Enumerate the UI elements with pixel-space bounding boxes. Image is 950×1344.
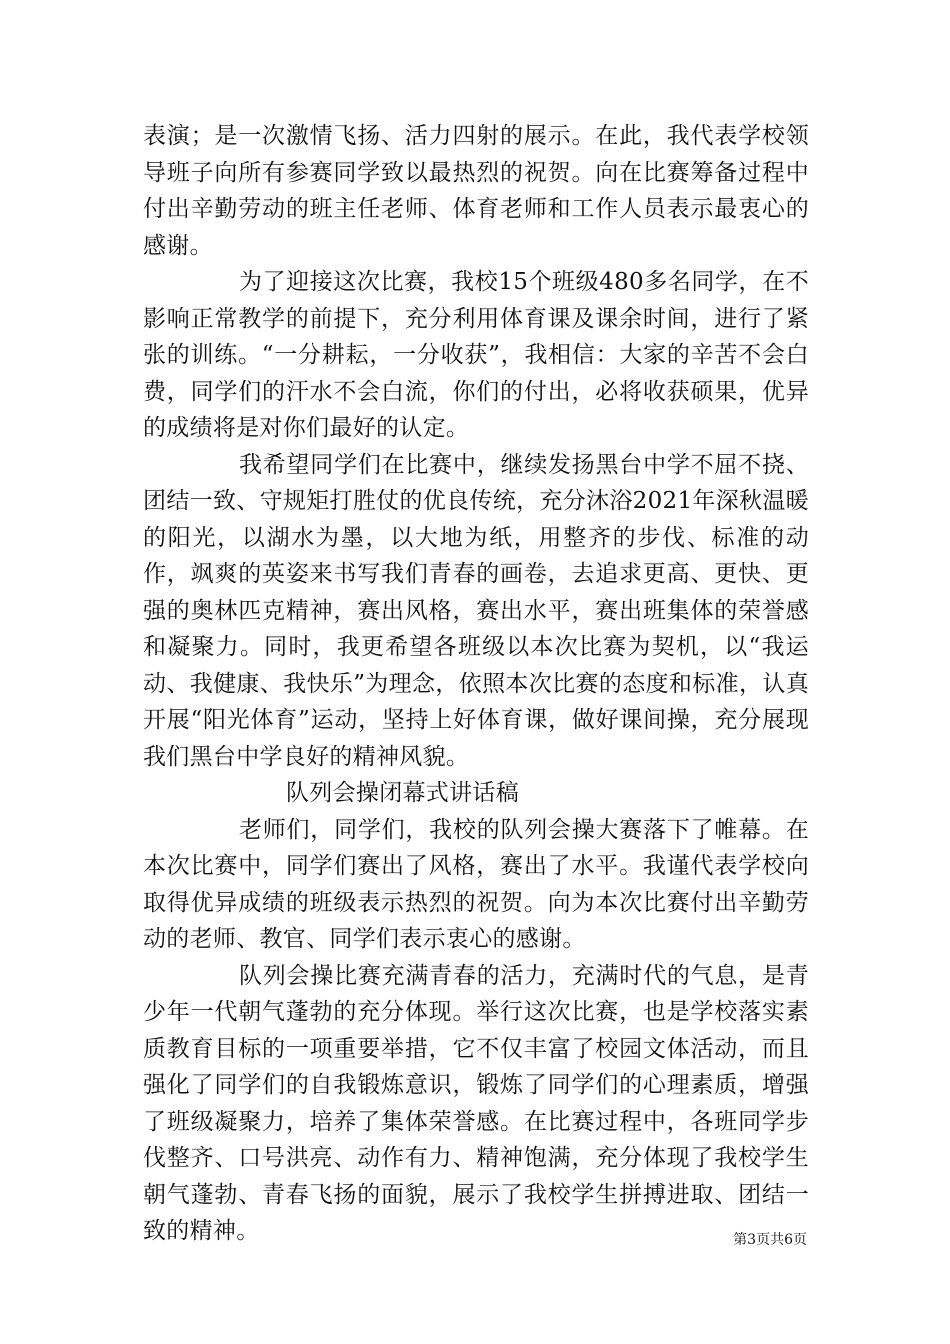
document-page [143,118,809,1250]
paragraph-3: 我希望同学们在比赛中，继续发扬黑台中学不屈不挠、团结一致、守规矩打胜仗的优良传统，充分沐浴2021年深秋温暖的阳光，以湖水为墨，以大地为纸，用整齐的步伐、标准的动作，飒爽的英姿来书写我们青春的画卷，去追求更高、更快、更强的奥林匹克精神，赛出风格，赛出水平，赛出班集体的荣誉感和凝聚力。同时，我更希望各班级以本次比赛为契机，以“我运动、我健康、我快乐”为理念，依照本次比赛的态度和标准，认真开展“阳光体育”运动，坚持上好体育课，做好课间操，充分展现我们黑台中学良好的精神风貌。 [143,451,809,770]
paragraph-2: 为了迎接这次比赛，我校15个班级480多名同学，在不影响正常教学的前提下，充分利用体育课及课余时间，进行了紧张的训练。“一分耕耘，一分收获”，我相信：大家的辛苦不会白费，同学们的汗水不会白流，你们的付出，必将收获硕果，优异的成绩将是对你们最好的认定。 [143,269,809,441]
section-paragraph-1: 老师们，同学们，我校的队列会操大赛落下了帷幕。在本次比赛中，同学们赛出了风格，赛出了水平。我谨代表学校向取得优异成绩的班级表示热烈的祝贺。向为本次比赛付出辛勤劳动的老师、教官、同学们表示衷心的感谢。 [143,816,809,952]
section-paragraph-2: 队列会操比赛充满青春的活力，充满时代的气息，是青少年一代朝气蓬勃的充分体现。举行这次比赛，也是学校落实素质教育目标的一项重要举措，它不仅丰富了校园文体活动，而且强化了同学们的自我锻炼意识，锻炼了同学们的心理素质，增强了班级凝聚力，培养了集体荣誉感。在比赛过程中，各班同学步伐整齐、口号洪亮、动作有力、精神饱满，充分体现了我校学生朝气蓬勃、青春飞扬的面貌，展示了我校学生拼搏进取、团结一致的精神。 [143,962,809,1244]
section-title: 队列会操闭幕式讲话稿 [286,780,519,806]
paragraph-1: 表演；是一次激情飞扬、活力四射的展示。在此，我代表学校领导班子向所有参赛同学致以最热烈的祝贺。向在比赛筹备过程中付出辛勤劳动的班主任老师、体育老师和工作人员表示最衷心的感谢。 [143,123,809,259]
page-number: 第3页共6页 [733,1232,807,1248]
